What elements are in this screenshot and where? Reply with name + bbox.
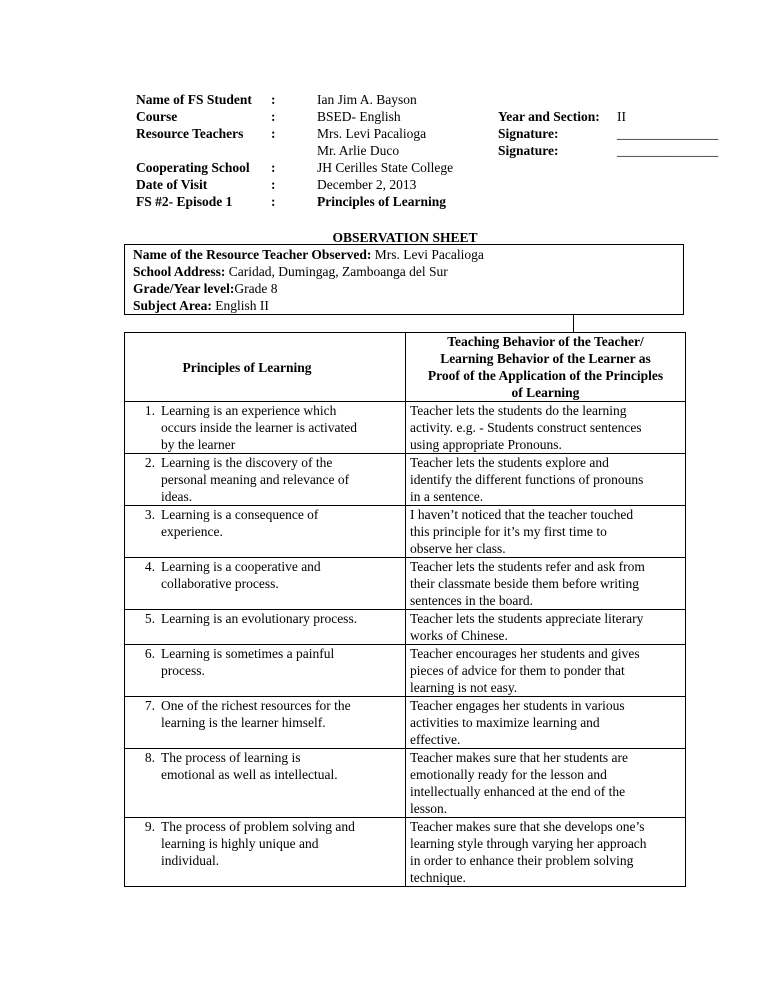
resource-teacher-value: Mrs. Levi Pacalioga [374, 247, 484, 262]
principles-column-header: Principles of Learning [125, 333, 406, 402]
table-header-row [125, 333, 686, 402]
behavior-line: using appropriate Pronouns. [410, 437, 562, 452]
principle-line: collaborative process. [161, 576, 279, 591]
header-row [136, 176, 696, 193]
header-colon: : [271, 126, 276, 141]
behavior-line: Teacher lets the students refer and ask from [410, 559, 645, 574]
resource-teacher-line [133, 246, 675, 263]
grade-level-value: Grade 8 [234, 281, 278, 296]
header-colon: : [271, 160, 276, 175]
behavior-cell [406, 697, 686, 749]
principle-text [161, 610, 379, 627]
principle-line: learning is the learner himself. [161, 715, 326, 730]
header-label: Course [136, 109, 178, 124]
principle-line: learning is highly unique and [161, 836, 319, 851]
principle-line: ideas. [161, 489, 193, 504]
header-colon: : [271, 92, 276, 107]
header-row [136, 142, 719, 159]
subject-area-value: English II [215, 298, 269, 313]
header-right-label: Signature: [498, 143, 559, 158]
header-right-label: Year and Section: [498, 109, 600, 124]
principle-line: One of the richest resources for the [161, 698, 351, 713]
behavior-line: identify the different functions of pronouns [410, 472, 644, 487]
principle-number: 2. [144, 455, 155, 470]
principle-cell [125, 749, 406, 818]
table-row [125, 749, 686, 818]
behavior-line: this principle for it’s my first time to [410, 524, 607, 539]
behavior-line: Teacher lets the students do the learning [410, 403, 627, 418]
header-value: BSED- English [317, 109, 401, 124]
subject-area-line [133, 297, 675, 314]
table-row [125, 402, 686, 454]
principle-line: process. [161, 663, 205, 678]
header-value: Ian Jim A. Bayson [317, 92, 417, 107]
principle-cell [125, 454, 406, 506]
behavior-line: lesson. [410, 801, 448, 816]
header-row [136, 159, 696, 176]
principle-text [161, 749, 379, 783]
table-row [125, 645, 686, 697]
principle-line: Learning is a cooperative and [161, 559, 321, 574]
principle-cell [125, 697, 406, 749]
principle-text [161, 506, 379, 540]
principle-line: by the learner [161, 437, 236, 452]
principle-cell [125, 506, 406, 558]
principle-number: 1. [144, 403, 155, 418]
principle-text [161, 697, 379, 731]
principle-number: 3. [144, 507, 155, 522]
principle-line: experience. [161, 524, 223, 539]
header-label: Date of Visit [136, 177, 208, 192]
school-address-line [133, 263, 675, 280]
header-row [136, 193, 696, 210]
table-row [125, 697, 686, 749]
principle-line: The process of learning is [161, 750, 301, 765]
header-label: Name of FS Student [136, 92, 252, 107]
behavior-line: activities to maximize learning and [410, 715, 600, 730]
principle-cell [125, 558, 406, 610]
behavior-header-line: Teaching Behavior of the Teacher/ [447, 334, 644, 349]
divider-tick [573, 315, 574, 332]
principle-number: 6. [144, 646, 155, 661]
principle-text [161, 645, 379, 679]
header-colon: : [271, 177, 276, 192]
behavior-header-line: Learning Behavior of the Learner as [440, 351, 651, 366]
behavior-line: observe her class. [410, 541, 506, 556]
principle-cell [125, 645, 406, 697]
principle-text [161, 818, 379, 869]
behavior-line: technique. [410, 870, 466, 885]
principles-table [124, 332, 686, 887]
principle-cell [125, 610, 406, 645]
behavior-line: Teacher makes sure that she develops one’s [410, 819, 645, 834]
principle-line: Learning is an evolutionary process. [161, 611, 358, 626]
behavior-cell [406, 645, 686, 697]
observation-sheet-title: OBSERVATION SHEET [332, 230, 478, 245]
school-address-value: Caridad, Dumingag, Zamboanga del Sur [228, 264, 448, 279]
behavior-line: Teacher engages her students in various [410, 698, 625, 713]
principle-number: 7. [144, 698, 155, 713]
principle-cell [125, 402, 406, 454]
principle-line: Learning is sometimes a painful [161, 646, 335, 661]
table-row [125, 818, 686, 887]
behavior-header-line: of Learning [511, 385, 580, 400]
header-row [136, 125, 719, 142]
behavior-header-line: Proof of the Application of the Principles [427, 368, 664, 383]
table-row [125, 506, 686, 558]
grade-level-line [133, 280, 675, 297]
behavior-cell [406, 454, 686, 506]
grade-level-label: Grade/Year level: [133, 281, 235, 296]
principle-line: personal meaning and relevance of [161, 472, 350, 487]
header-right-value: II [617, 109, 626, 124]
principle-line: Learning is a consequence of [161, 507, 319, 522]
principle-line: individual. [161, 853, 220, 868]
behavior-line: Teacher lets the students appreciate literary [410, 611, 644, 626]
resource-teacher-label: Name of the Resource Teacher Observed: [133, 247, 372, 262]
behavior-cell [406, 610, 686, 645]
principle-number: 4. [144, 559, 155, 574]
signature-line: _______________ [617, 126, 719, 141]
principle-number: 5. [144, 611, 155, 626]
behavior-line: activity. e.g. - Students construct sentences [410, 420, 642, 435]
behavior-column-header [406, 333, 686, 402]
header-colon: : [271, 194, 276, 209]
behavior-line: pieces of advice for them to ponder that [410, 663, 625, 678]
header-value: December 2, 2013 [317, 177, 417, 192]
behavior-line: intellectually enhanced at the end of the [410, 784, 626, 799]
header-row [136, 108, 696, 125]
behavior-line: Teacher lets the students explore and [410, 455, 609, 470]
behavior-cell [406, 749, 686, 818]
principle-line: emotional as well as intellectual. [161, 767, 338, 782]
principle-number: 8. [144, 750, 155, 765]
behavior-line: sentences in the board. [410, 593, 533, 608]
principle-cell [125, 818, 406, 887]
principle-line: Learning is an experience which [161, 403, 337, 418]
subject-area-label: Subject Area: [133, 298, 212, 313]
behavior-line: I haven’t noticed that the teacher touched [410, 507, 634, 522]
header-right-label: Signature: [498, 126, 559, 141]
behavior-line: emotionally ready for the lesson and [410, 767, 607, 782]
principle-text [161, 454, 379, 505]
header-label: Resource Teachers [136, 126, 244, 141]
principle-number: 9. [144, 819, 155, 834]
header-value: Mr. Arlie Duco [317, 143, 400, 158]
header-label: FS #2- Episode 1 [136, 194, 233, 209]
header-value: Principles of Learning [317, 194, 446, 209]
principle-line: occurs inside the learner is activated [161, 420, 358, 435]
behavior-line: Teacher makes sure that her students are [410, 750, 628, 765]
header-row [136, 91, 696, 108]
behavior-line: in a sentence. [410, 489, 484, 504]
header-value: Mrs. Levi Pacalioga [317, 126, 427, 141]
behavior-cell [406, 506, 686, 558]
table-row [125, 558, 686, 610]
header-colon: : [271, 109, 276, 124]
signature-line: _______________ [617, 143, 719, 158]
behavior-line: learning style through varying her approach [410, 836, 647, 851]
table-row [125, 454, 686, 506]
behavior-line: their classmate beside them before writing [410, 576, 640, 591]
behavior-cell [406, 558, 686, 610]
header-label: Cooperating School [136, 160, 250, 175]
observation-info-box [124, 244, 684, 315]
behavior-cell [406, 402, 686, 454]
principle-line: The process of problem solving and [161, 819, 355, 834]
header-value: JH Cerilles State College [317, 160, 454, 175]
behavior-line: effective. [410, 732, 461, 747]
principle-line: Learning is the discovery of the [161, 455, 333, 470]
principle-text [161, 402, 379, 453]
behavior-line: in order to enhance their problem solving [410, 853, 634, 868]
principle-text [161, 558, 379, 592]
behavior-cell [406, 818, 686, 887]
behavior-line: learning is not easy. [410, 680, 518, 695]
table-row [125, 610, 686, 645]
behavior-line: Teacher encourages her students and gives [410, 646, 640, 661]
behavior-line: works of Chinese. [410, 628, 508, 643]
school-address-label: School Address: [133, 264, 226, 279]
